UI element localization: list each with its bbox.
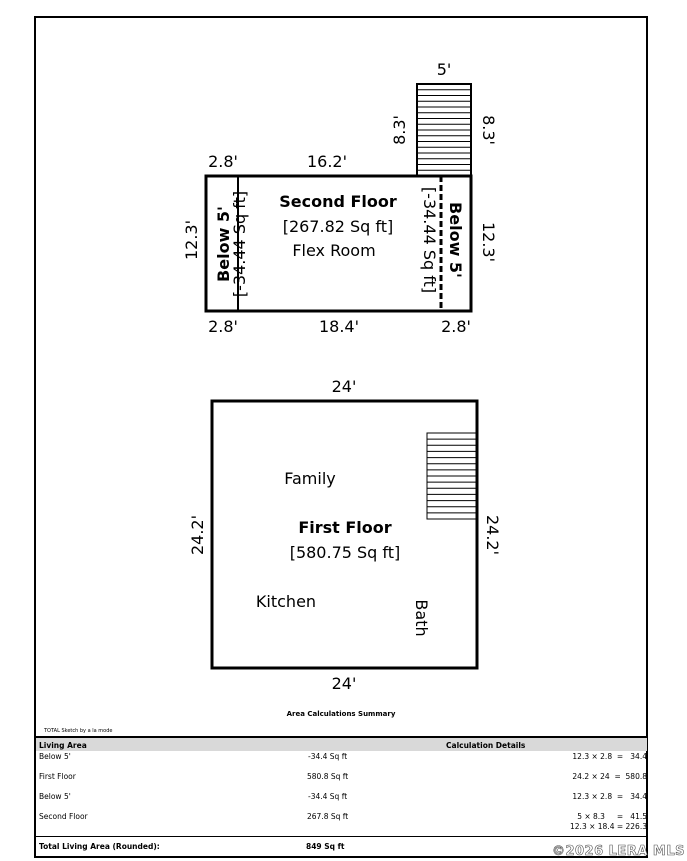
- row-calc: 12.3 × 2.8 = 34.4: [572, 792, 647, 801]
- summary-header: [36, 736, 647, 751]
- dim-stair-top: 5': [436, 60, 452, 79]
- col-calc-details: Calculation Details: [446, 741, 526, 750]
- dim-ff-bottom: 24': [331, 674, 357, 693]
- bath-label: Bath: [412, 599, 431, 637]
- dim-ff-top: 24': [331, 377, 357, 396]
- dim-stair-right: 8.3': [479, 115, 498, 145]
- dim-stair-left: 8.3': [390, 115, 409, 145]
- family-label: Family: [284, 469, 336, 488]
- below-right-area: [-34.44 Sq ft]: [420, 186, 439, 294]
- row-name: Below 5': [39, 752, 71, 761]
- below-left-label: Below 5': [214, 206, 233, 282]
- dim-bottom-right: 2.8': [441, 317, 471, 336]
- mls-watermark: ©2026 LERA MLS: [551, 844, 685, 859]
- dim-bottom-left: 2.8': [208, 317, 238, 336]
- row-area: 267.8 Sq ft: [307, 812, 349, 821]
- second-floor-title: Second Floor: [279, 192, 397, 211]
- row-area: 580.8 Sq ft: [307, 772, 349, 781]
- dim-left-side: 12.3': [182, 219, 201, 261]
- first-floor-title: First Floor: [298, 518, 392, 537]
- dim-bottom-mid: 18.4': [318, 317, 360, 336]
- dim-ff-right: 24.2': [483, 514, 502, 556]
- first-floor-area: [580.75 Sq ft]: [289, 543, 401, 562]
- second-floor-area: [267.82 Sq ft]: [282, 217, 394, 236]
- below-left-area: [-34.44 Sq ft]: [230, 190, 249, 298]
- total-label: Total Living Area (Rounded):: [39, 842, 160, 851]
- dim-right-side: 12.3': [479, 221, 498, 263]
- dim-top-left: 2.8': [208, 152, 238, 171]
- row-calc: 5 × 8.3 = 41.5: [577, 812, 647, 821]
- row-name: Second Floor: [39, 812, 88, 821]
- dim-top-mid: 16.2': [306, 152, 348, 171]
- dim-ff-left: 24.2': [188, 514, 207, 556]
- first-floor-stair-treads: [427, 439, 477, 513]
- summary-title: Area Calculations Summary: [286, 710, 396, 718]
- total-value: 849 Sq ft: [306, 842, 345, 851]
- row-calc: 24.2 × 24 = 580.8: [572, 772, 647, 781]
- sketch-credit: TOTAL Sketch by a la mode: [44, 728, 113, 734]
- second-floor-stair-treads: [417, 90, 471, 171]
- row-calc: 12.3 × 2.8 = 34.4: [572, 752, 647, 761]
- kitchen-label: Kitchen: [255, 592, 317, 611]
- area-summary-table: [36, 736, 647, 851]
- row-area: -34.4 Sq ft: [308, 752, 348, 761]
- row-calc-2: 12.3 × 18.4 = 226.3: [570, 822, 647, 831]
- row-name: First Floor: [39, 772, 76, 781]
- row-area: -34.4 Sq ft: [308, 792, 348, 801]
- below-right-label: Below 5': [446, 202, 465, 278]
- row-name: Below 5': [39, 792, 71, 801]
- col-living-area: Living Area: [39, 741, 87, 750]
- flex-room-label: Flex Room: [292, 241, 376, 260]
